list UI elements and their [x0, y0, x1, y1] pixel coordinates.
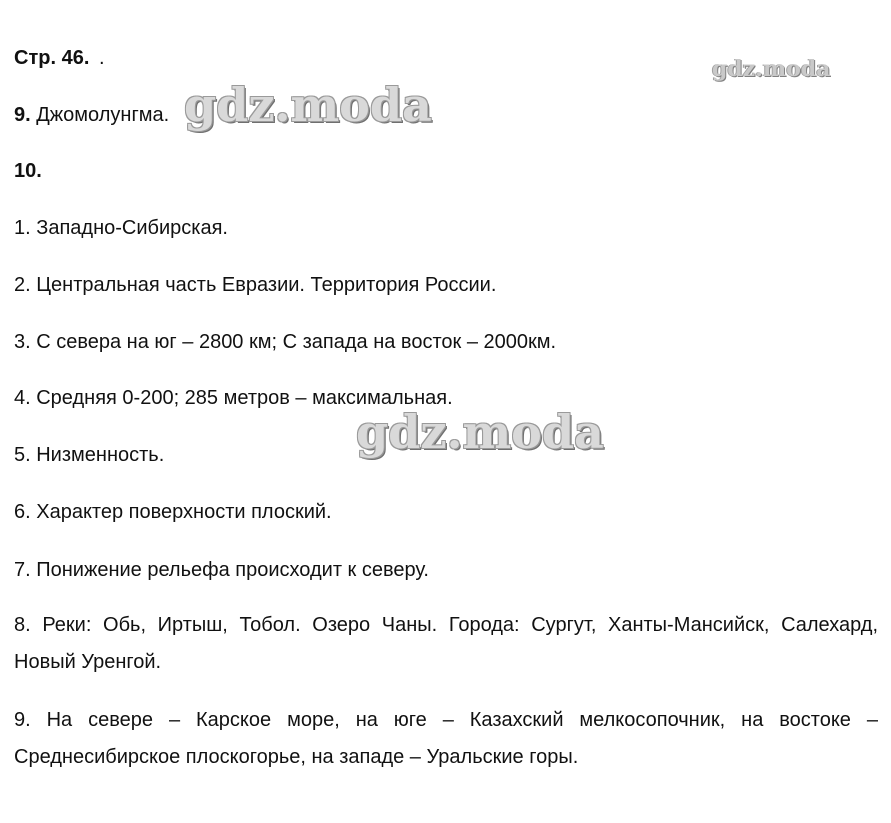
list-item-3: 3. С севера на юг – 2800 км; С запада на восток – 2000км. [14, 331, 557, 353]
answer-10-number: 10. [14, 160, 42, 182]
page-reference [14, 46, 105, 70]
list-item-6: 6. Характер поверхности плоский. [14, 501, 332, 523]
watermark-header: gdz.moda [184, 78, 432, 132]
answer-9-number: 9. [14, 104, 31, 126]
list-item-4: 4. Средняя 0-200; 285 метров – максимальная. [14, 387, 453, 409]
page-reference-dot: . [98, 47, 105, 69]
watermark-top-right: gdz.moda [712, 56, 831, 82]
watermark-center: gdz.moda [356, 405, 604, 459]
list-item-8: 8. Реки: Обь, Иртыш, Тобол. Озеро Чаны. Города: Сургут, Ханты-Мансийск, Салехард, Новый Уренгой. [14, 614, 878, 673]
page-reference-label: Стр. 46. [14, 47, 90, 69]
answer-9 [14, 103, 169, 127]
list-item-5: 5. Низменность. [14, 444, 165, 466]
list-item-7: 7. Понижение рельефа происходит к северу. [14, 559, 429, 581]
list-item-9: 9. На севере – Карское море, на юге – Казахский мелкосопочник, на востоке – Среднесибирское плоскогорье, на западе – Уральские горы. [14, 709, 878, 768]
list-item-2: 2. Центральная часть Евразии. Территория России. [14, 274, 497, 296]
list-item-1: 1. Западно-Сибирская. [14, 217, 228, 239]
answer-9-text: Джомолунгма. [36, 104, 170, 126]
